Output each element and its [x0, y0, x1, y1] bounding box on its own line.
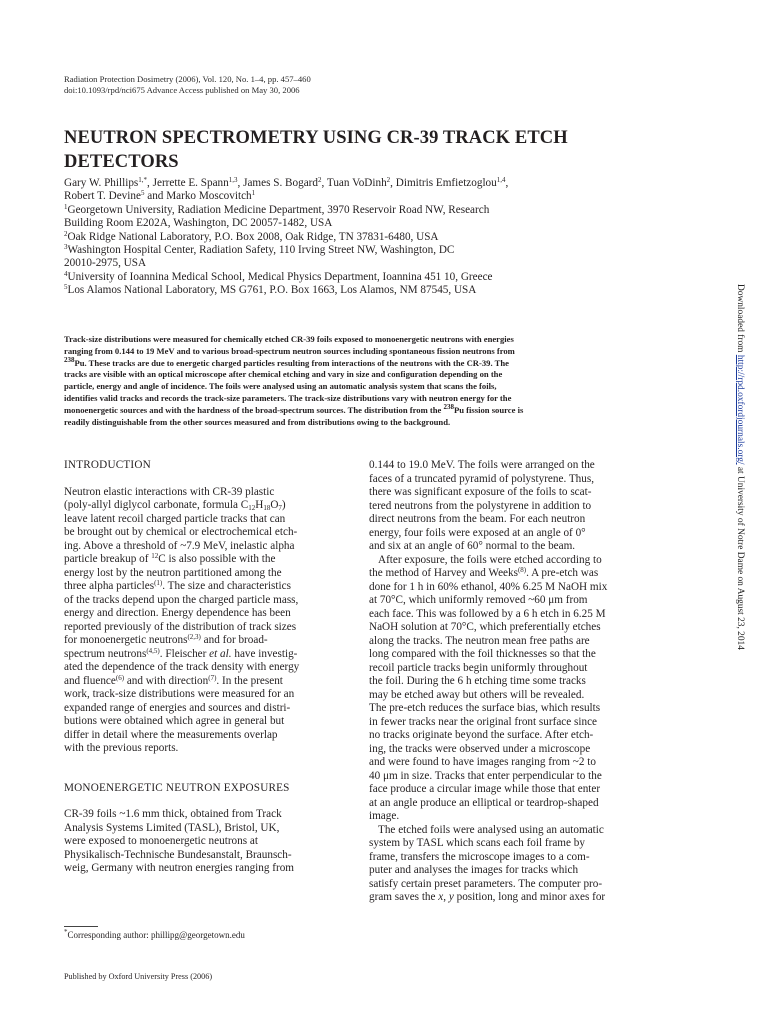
body-text: H [255, 499, 264, 511]
body-text: and fluence [64, 674, 116, 687]
author-affiliation-mark: 5 [140, 189, 145, 198]
abstract-line: tracks are visible with an optical microscope after chemical etching and vary in size and configuration depending on the [64, 369, 503, 380]
body-text: have investig- [231, 647, 298, 660]
journal-link[interactable]: http://rpd.oxfordjournals.org/ [735, 354, 745, 465]
body-text: for monoenergetic neutrons [64, 634, 188, 646]
column-left [64, 459, 351, 876]
affiliation-5 [64, 284, 694, 297]
affiliation-text: Washington Hospital Center, Radiation Safety, 110 Irving Street NW, Washington, DC [67, 244, 455, 257]
footnote-text: Corresponding author: phillipg@georgetown.edu [67, 930, 245, 940]
citation-ref: (8) [517, 566, 527, 574]
body-line: expanded range of energies and sources and distri- [64, 701, 291, 714]
body-line: leave latent recoil charged particle tracks that can [64, 512, 286, 525]
abstract [64, 334, 656, 428]
body-line [64, 553, 351, 567]
body-text: . In the present [216, 674, 283, 687]
abstract-line: Track-size distributions were measured for chemically etched CR-39 foils exposed to monoenergetic neutrons with energies [64, 334, 514, 344]
body-text: gram saves the [369, 891, 439, 903]
footnote-mark: * [64, 928, 68, 936]
body-line: direct neutrons from the beam. For each neutron [369, 513, 586, 525]
article-title [64, 126, 684, 174]
body-line: 40 μm in size. Tracks that enter perpendicular to the [369, 769, 602, 782]
body-line: be brought out by chemical or electrochemical etch- [64, 526, 298, 538]
body-line: along the tracks. The neutron mean free paths are [369, 634, 590, 647]
body-line: After exposure, the foils were etched according to [378, 553, 602, 566]
affiliation-number: 4 [64, 269, 68, 278]
body-line: weig, Germany with neutron energies ranging from [64, 862, 295, 874]
body-line: of the tracks depend upon the charged particle mass, [64, 593, 299, 606]
affiliation-1 [64, 204, 694, 217]
body-line: each face. This was followed by a 6 h etch in 6.25 M [369, 607, 606, 620]
footnote-divider [64, 926, 98, 927]
body-line: tered neutrons from the polystyrene in addition to [369, 499, 592, 512]
body-line: and were found to have images ranging from ~2 to [369, 756, 596, 768]
body-text: the method of Harvey and Weeks [369, 567, 518, 579]
body-line: and six at an angle of 60° normal to the beam. [369, 540, 576, 552]
body-text: and with direction [124, 674, 209, 687]
body-line: The pre-etch reduces the surface bias, which results [369, 702, 601, 714]
footnote [64, 930, 245, 941]
body-text: position, long and minor axes for [453, 891, 606, 903]
title-line-1: NEUTRON SPECTROMETRY USING CR-39 TRACK ETCH [64, 128, 568, 148]
affiliation-number: 2 [64, 229, 68, 238]
affiliation-1-cont: Building Room E202A, Washington, DC 20057-1482, USA [64, 217, 333, 230]
body-line: at an angle produce an elliptical or teardrop-shaped [369, 796, 599, 809]
publisher-line: Published by Oxford University Press (2006) [64, 972, 213, 981]
body-line: frame, transfers the microscope images to a com- [369, 850, 590, 863]
body-text: , [443, 891, 449, 903]
body-line: Neutron elastic interactions with CR-39 plastic [64, 485, 275, 498]
body-line: 0.144 to 19.0 MeV. The foils were arranged on the [369, 459, 595, 471]
body-text: three alpha particles [64, 580, 155, 592]
author-name: , Jerrette E. Spann [147, 177, 229, 189]
body-line: work, track-size distributions were measured for an [64, 688, 295, 700]
affiliation-2 [64, 231, 694, 244]
journal-citation: Radiation Protection Dosimetry (2006), Vol. 120, No. 1–4, pp. 457–460 [64, 74, 311, 84]
abstract-line: particle, energy and angle of incidence. The foils were analysed using an automatic analysis system that scans the foils, [64, 381, 497, 392]
abstract-line: readily distinguishable from the other sources measured and from distributions owing to the background. [64, 416, 451, 427]
author-name: , James S. Bogard [237, 177, 318, 189]
body-text: (poly-allyl diglycol carbonate, formula C [64, 499, 249, 511]
body-line [64, 648, 351, 662]
body-text-italic: et al. [209, 647, 232, 660]
author-line-2 [64, 190, 694, 203]
journal-header [64, 74, 311, 96]
body-line: ing, the tracks were observed under a microscope [369, 742, 591, 755]
author-affiliation-mark: 1,3 [228, 176, 238, 184]
body-line: system by TASL which scans each foil frame by [369, 837, 585, 849]
body-line: ing. Above a threshold of ~7.9 MeV, inelastic alpha [64, 539, 295, 552]
body-text: ) [281, 499, 286, 511]
superscript: 12 [151, 552, 159, 560]
body-text: . A pre-etch was [526, 567, 599, 579]
author-affiliation-mark: 2 [317, 176, 322, 184]
abstract-text: monoenergetic sources and with the hardness of the broad-spectrum sources. The distribution from the [64, 404, 444, 415]
author-name: , Tuan VoDinh [321, 177, 387, 189]
body-line [369, 891, 656, 905]
subscript: 18 [263, 504, 271, 512]
body-line: there was significant exposure of the foils to scat- [369, 486, 592, 498]
body-text-italic: y [448, 891, 454, 903]
body-line: faces of a truncated pyramid of polystyrene. Thus, [369, 472, 595, 485]
body-line: the foil. During the 6 h etching time some tracks [369, 675, 586, 687]
body-line: ated the dependence of the track density with energy [64, 661, 300, 673]
citation-ref: (2,3) [187, 633, 201, 641]
abstract-line: ranging from 0.144 to 19 MeV and to various broad-spectrum neutron sources including spontaneous fission neutrons from [64, 345, 515, 356]
abstract-text: Pu fission source is [453, 404, 524, 415]
author-affiliation-mark: 1,* [138, 176, 148, 184]
section-heading-monoenergetic: MONOENERGETIC NEUTRON EXPOSURES [64, 781, 290, 794]
abstract-text: Pu. These tracks are due to energetic charged particles resulting from interactions of the neutrons with the CR-39. The [74, 357, 509, 368]
section-heading-introduction: INTRODUCTION [64, 459, 151, 471]
abstract-line [64, 355, 656, 370]
authors-block [64, 177, 694, 298]
affiliation-number: 1 [64, 202, 68, 211]
column-right [369, 459, 656, 905]
author-line-1: Gary W. Phillips$^{1,*}$, Jerrette E. Spann$^{1,3}$, James S. Bogard$^2$, Tuan VoDinh$^2$, Dimitris Emfietzoglou$^{1,4}$, [64, 176, 509, 189]
affiliation-number: 5 [64, 283, 68, 292]
author-name: Robert T. Devine [64, 190, 141, 203]
affiliation-3-cont: 20010-2975, USA [64, 257, 147, 270]
body-text: and for broad- [200, 634, 268, 646]
citation-ref: (4,5) [146, 646, 160, 655]
affiliation-number: 3 [64, 243, 68, 252]
body-text: . Fleischer [159, 647, 210, 660]
author-affiliation-mark: 1 [251, 189, 256, 198]
body-line: may be etched away but others will be revealed. [369, 688, 585, 701]
affiliation-4 [64, 271, 694, 284]
subscript: 7 [278, 504, 282, 512]
body-line: at 70°C, which uniformly removed ~60 μm from [369, 594, 588, 606]
body-line: done for 1 h in 60% ethanol, 40% 6.25 M NaOH mix [369, 580, 608, 593]
body-text: C is also possible with the [158, 553, 276, 565]
body-line: energy and direction. Energy dependence has been [64, 607, 291, 619]
body-line: with the previous reports. [64, 742, 179, 754]
affiliation-text: University of Ioannina Medical School, Medical Physics Department, Ioannina 451 10, Greece [67, 270, 493, 283]
body-line [64, 499, 351, 513]
watermark-suffix: at University of Notre Dame on August 23, 2014 [735, 464, 745, 650]
author-name: Gary W. Phillips [64, 177, 139, 189]
body-text: O [270, 499, 279, 511]
body-line: in fewer tracks near the original front surface since [369, 715, 597, 728]
affiliation-text: Oak Ridge National Laboratory, P.O. Box 2008, Oak Ridge, TN 37831-6480, USA [67, 230, 439, 243]
journal-doi: doi:10.1093/rpd/nci675 Advance Access published on May 30, 2006 [64, 85, 300, 95]
body-line [64, 580, 351, 594]
body-text: . The size and characteristics [162, 580, 291, 592]
isotope-mass: 238 [443, 402, 454, 411]
body-text: particle breakup of [64, 553, 152, 565]
subscript: 12 [248, 504, 256, 512]
body-line: Physikalisch-Technische Bundesanstalt, Braunsch- [64, 848, 292, 861]
author-affiliation-mark: 1,4 [496, 176, 506, 184]
body-line: energy, four foils were exposed at an angle of 0° [369, 526, 586, 539]
isotope-mass: 238 [64, 355, 75, 364]
body-line: CR-39 foils ~1.6 mm thick, obtained from Track [64, 808, 282, 820]
body-line: image. [369, 810, 400, 822]
affiliation-text: Los Alamos National Laboratory, MS G761, P.O. Box 1663, Los Alamos, NM 87545, USA [67, 284, 477, 297]
body-line: Analysis Systems Limited (TASL), Bristol, UK, [64, 821, 280, 834]
download-watermark [734, 284, 745, 764]
abstract-line: identifies valid tracks and records the track-size parameters. The track-size distributions vary with neutron energy for the [64, 392, 512, 403]
body-line: puter and analyses the images for tracks which [369, 864, 579, 876]
watermark-prefix: Downloaded from [735, 284, 745, 355]
citation-ref: (6) [115, 673, 125, 682]
body-line [369, 567, 656, 581]
body-line [64, 675, 351, 689]
body-text: spectrum neutrons [64, 647, 147, 660]
body-line: satisfy certain preset parameters. The computer pro- [369, 877, 603, 890]
citation-ref: (1) [154, 579, 163, 587]
body-line [64, 634, 351, 648]
body-line: long compared with the foil thicknesses so that the [369, 648, 596, 660]
author-affiliation-mark: 2 [386, 176, 391, 184]
title-line-2: DETECTORS [64, 152, 179, 172]
author-name: and Marko Moscovitch [144, 190, 252, 203]
citation-ref: (7) [208, 673, 217, 682]
body-line: recoil particle tracks begin uniformly throughout [369, 661, 588, 674]
body-text-italic: x [438, 891, 444, 903]
affiliation-text: Georgetown University, Radiation Medicine Department, 3970 Reservoir Road NW, Research [67, 203, 490, 216]
body-line: face produce a circular image while those that enter [369, 783, 601, 795]
author-name: , Dimitris Emfietzoglou [390, 177, 497, 189]
body-line: NaOH solution at 70°C, which preferentially etches [369, 621, 601, 633]
body-line: differ in detail where the measurements overlap [64, 728, 278, 741]
body-line: butions were obtained which agree in general but [64, 715, 285, 727]
body-line: were exposed to monoenergetic neutrons at [64, 835, 258, 847]
body-line: energy lost by the neutron partitioned among the [64, 566, 282, 579]
abstract-line [64, 402, 656, 417]
body-line: reported previously of the distribution of track sizes [64, 620, 297, 633]
body-line: The etched foils were analysed using an automatic [378, 823, 604, 836]
affiliation-3 [64, 244, 694, 257]
body-line: no tracks originate beyond the surface. After etch- [369, 729, 594, 741]
